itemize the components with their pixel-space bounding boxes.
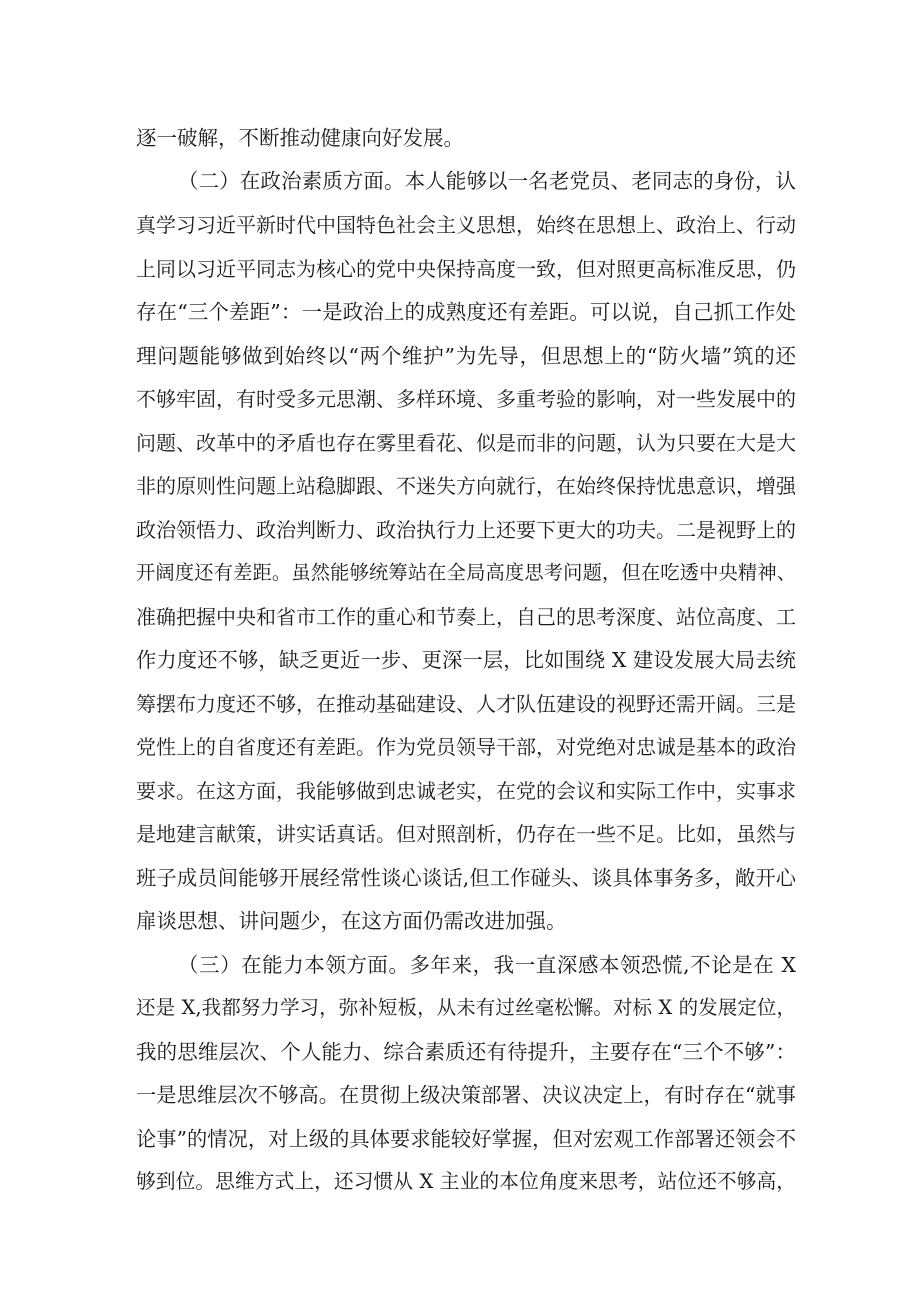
paragraph-2-line-1: （二）在政治素质方面。本人能够以一名老党员、老同志的身份，认 [178, 169, 796, 193]
paragraph-2-line-17: 班子成员间能够开展经常性谈心谈话,但工作碰头、谈具体事务多，敞开心 [136, 866, 796, 890]
paragraph-3-line-1: （三）在能力本领方面。多年来，我一直深感本领恐慌,不论是在 X [178, 953, 796, 977]
paragraph-2-line-5: 理问题能够做到始终以“两个维护”为先导，但思想上的“防火墙”筑的还 [136, 344, 796, 368]
paragraph-3-line-4: 一是思维层次不够高。在贯彻上级决策部署、决议决定上，有时存在“就事 [136, 1083, 796, 1107]
paragraph-2-line-2: 真学习习近平新时代中国特色社会主义思想，始终在思想上、政治上、行动 [136, 213, 796, 237]
paragraph-2-line-15: 要求。在这方面，我能够做到忠诚老实，在党的会议和实际工作中，实事求 [136, 779, 796, 803]
paragraph-2-line-8: 非的原则性问题上站稳脚跟、不迷失方向就行，在始终保持忧患意识，增强 [136, 474, 796, 498]
paragraph-3-line-5: 论事”的情况，对上级的具体要求能较好掌握，但对宏观工作部署还领会不 [136, 1127, 796, 1151]
paragraph-2-line-10: 开阔度还有差距。虽然能够统筹站在全局高度思考问题，但在吃透中央精神、 [136, 561, 796, 584]
paragraph-2-line-12: 作力度还不够，缺乏更近一步、更深一层，比如围绕 X 建设发展大局去统 [136, 648, 796, 672]
paragraph-3-line-2: 还是 X,我都努力学习，弥补短板，从未有过丝毫松懈。对标 X 的发展定位， [136, 996, 796, 1019]
paragraph-3-line-6: 够到位。思维方式上，还习惯从 X 主业的本位角度来思考，站位还不够高， [136, 1170, 796, 1193]
paragraph-3-line-3: 我的思维层次、个人能力、综合素质还有待提升，主要存在“三个不够”： [136, 1040, 796, 1064]
paragraph-2-line-6: 不够牢固，有时受多元思潮、多样环境、多重考验的影响，对一些发展中的 [136, 387, 796, 411]
paragraph-2-line-14: 党性上的自省度还有差距。作为党员领导干部，对党绝对忠诚是基本的政治 [136, 735, 796, 759]
paragraph-2-line-4: 存在“三个差距”：一是政治上的成熟度还有差距。可以说，自己抓工作处 [136, 300, 796, 324]
paragraph-2-line-9: 政治领悟力、政治判断力、政治执行力上还要下更大的功夫。二是视野上的 [136, 518, 796, 542]
paragraph-1-line-1: 逐一破解，不断推动健康向好发展。 [136, 126, 464, 150]
paragraph-2-line-18: 扉谈思想、讲问题少，在这方面仍需改进加强。 [136, 909, 567, 933]
paragraph-2-line-16: 是地建言献策，讲实话真话。但对照剖析，仍存在一些不足。比如，虽然与 [136, 822, 796, 846]
paragraph-2-line-3: 上同以习近平同志为核心的党中央保持高度一致，但对照更高标准反思，仍 [136, 257, 796, 281]
paragraph-2-line-13: 筹摆布力度还不够，在推动基础建设、人才队伍建设的视野还需开阔。三是 [136, 692, 796, 716]
paragraph-2-line-11: 准确把握中央和省市工作的重心和节奏上，自己的思考深度、站位高度、工 [136, 605, 796, 629]
paragraph-2-line-7: 问题、改革中的矛盾也存在雾里看花、似是而非的问题，认为只要在大是大 [136, 431, 796, 455]
